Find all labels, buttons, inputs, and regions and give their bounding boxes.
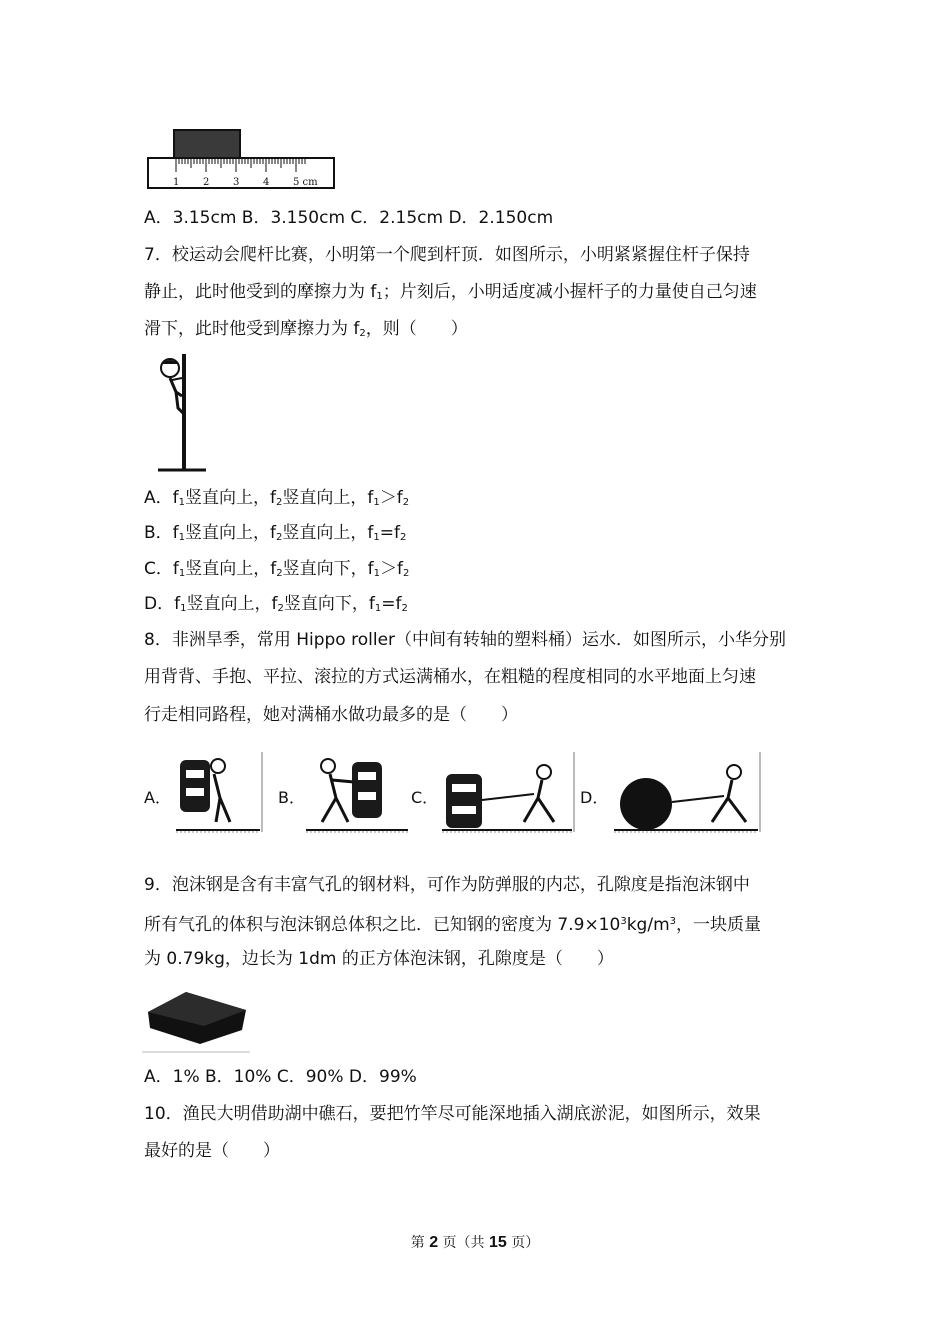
q8-figure-back-carry (170, 752, 266, 836)
wooden-block (174, 130, 240, 158)
q9-options: A．1% B．10% C．90% D．99% (144, 1067, 417, 1087)
ruler-label-1: 1 (173, 177, 180, 188)
q9-line3: 为 0.79kg，边长为 1dm 的正方体泡沫钢，孔隙度是（ ） (144, 949, 614, 969)
q7-option-c: C．$f_1$竖直向上，$f_2$竖直向下，$f_1>f_2$ (144, 559, 410, 579)
q8-label-a: A． (144, 788, 171, 807)
foam-steel-cube-figure (142, 986, 252, 1056)
ruler-figure (146, 128, 338, 192)
q8-line3: 行走相同路程，她对满桶水做功最多的是（ ） (144, 705, 518, 725)
q7-option-a: A．$f_1$竖直向上，$f_2$竖直向上，$f_1>f_2$ (144, 488, 410, 508)
q10-line1: 10．渔民大明借助湖中礁石，要把竹竿尽可能深地插入湖底淤泥，如图所示，效果 (144, 1104, 761, 1124)
q8-figure-roll-pull (608, 752, 764, 836)
q7-line2: 静止，此时他受到的摩擦力为 $f_1$；片刻后，小明适度减小握杆子的力量使自己匀速 (144, 282, 757, 302)
q8-label-d: D． (580, 788, 609, 807)
page-footer: 第 2 页（共 15 页） (410, 1234, 540, 1251)
q8-line2: 用背背、手抱、平拉、滚拉的方式运满桶水，在粗糙的程度相同的水平地面上匀速 (144, 667, 756, 687)
ruler-label-4: 4 (263, 177, 270, 188)
q9-line2: 所有气孔的体积与泡沫钢总体积之比．已知钢的密度为 $7.9\times 10^3kg/m^3$，一块质量 (144, 915, 762, 935)
q7-option-d: D．$f_1$竖直向上，$f_2$竖直向下，$f_1=f_2$ (144, 594, 408, 614)
q6-options: A．3.15cm B．3.150cm C．2.15cm D．2.150cm (144, 208, 554, 228)
q7-option-b: B．$f_1$竖直向上，$f_2$竖直向上，$f_1=f_2$ (144, 523, 407, 543)
ruler-label-2: 2 (203, 177, 210, 188)
q8-line1: 8．非洲旱季，常用 Hippo roller（中间有转轴的塑料桶）运水．如图所示，小华分别 (144, 630, 787, 650)
ruler-label-5cm: 5 cm (293, 177, 318, 188)
q9-line1: 9．泡沫钢是含有丰富气孔的钢材料，可作为防弹服的内芯，孔隙度是指泡沫钢中 (144, 875, 750, 895)
q8-label-b: B． (278, 788, 305, 807)
ruler-label-3: 3 (233, 177, 240, 188)
q8-figure-hand-hold (296, 752, 414, 836)
q8-label-c: C． (411, 788, 439, 807)
pole-climber-figure (154, 352, 210, 476)
q10-line2: 最好的是（ ） (144, 1141, 280, 1161)
q8-figure-flat-pull (438, 752, 578, 836)
q7-line3: 滑下，此时他受到摩擦力为 $f_2$，则（ ） (144, 319, 468, 339)
q7-line1: 7．校运动会爬杆比赛，小明第一个爬到杆顶．如图所示，小明紧紧握住杆子保持 (144, 245, 750, 265)
